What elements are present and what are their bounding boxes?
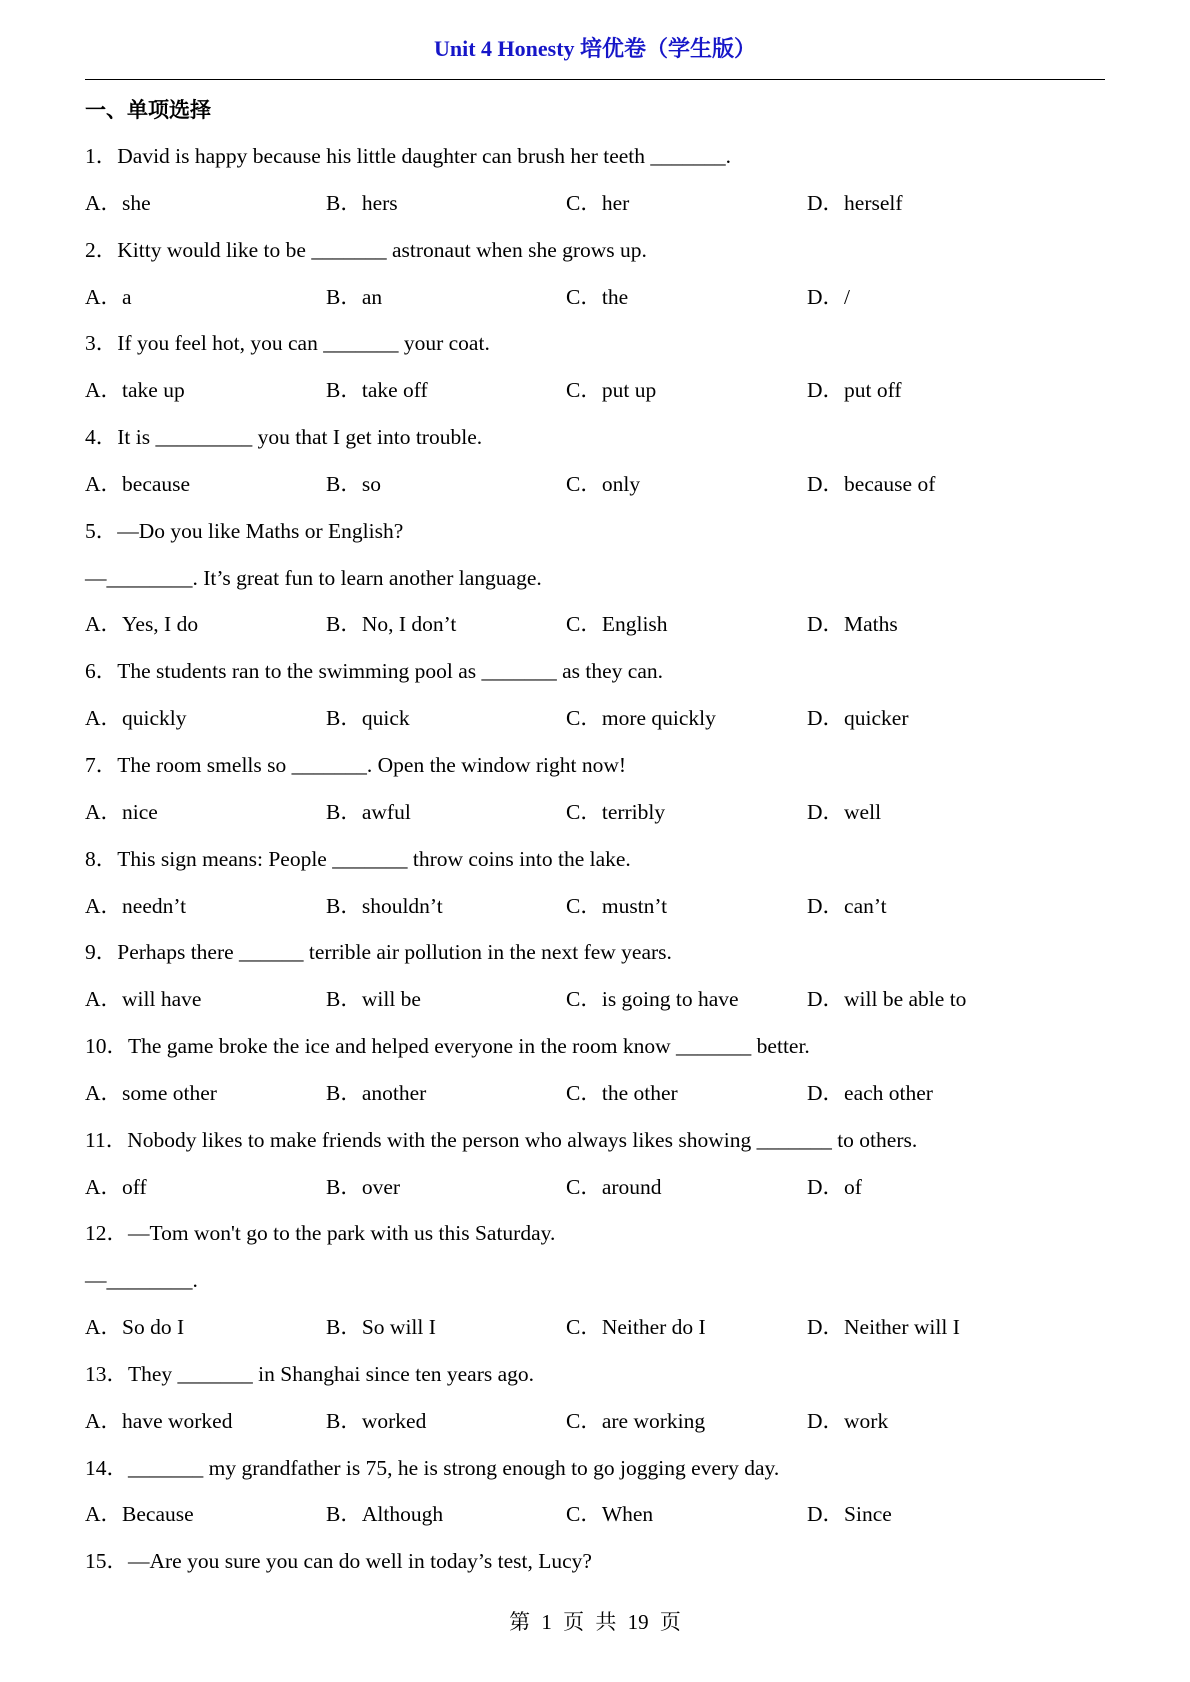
question-stem: 14．_______ my grandfather is 75, he is strong enough to go jogging every day. <box>85 1455 780 1480</box>
option-b: B．hers <box>326 190 398 215</box>
option-d: D．herself <box>807 190 903 215</box>
option-b: B．take off <box>326 378 428 403</box>
option-a: A．off <box>85 1174 147 1199</box>
question-stem: 4．It is _________ you that I get into trouble. <box>85 425 483 450</box>
option-b: B．so <box>326 471 381 496</box>
option-d: D．Neither will I <box>807 1315 960 1340</box>
option-d: D．put off <box>807 378 902 403</box>
question-stem: 13．They _______ in Shanghai since ten years ago. <box>85 1361 535 1386</box>
option-d: D．Since <box>807 1502 892 1527</box>
options-row <box>85 1164 1115 1211</box>
question-stem: 15．—Are you sure you can do well in today’s test, Lucy? <box>85 1549 592 1574</box>
option-b: B．will be <box>326 987 421 1012</box>
question-stem-continuation: —________. <box>85 1268 198 1293</box>
option-a: A．needn’t <box>85 893 187 918</box>
option-a: A．will have <box>85 987 202 1012</box>
option-c: C．around <box>566 1174 662 1199</box>
question-stem: 1．David is happy because his little daughter can brush her teeth _______. <box>85 144 732 168</box>
option-a: A．nice <box>85 799 158 824</box>
option-d: D．will be able to <box>807 987 967 1012</box>
question-stem: 3．If you feel hot, you can _______ your coat. <box>85 331 490 356</box>
option-c: C．the <box>566 284 629 309</box>
question-stem: 7．The room smells so _______. Open the window right now! <box>85 752 627 777</box>
option-a: A．So do I <box>85 1315 185 1340</box>
option-c: C．only <box>566 471 641 496</box>
option-c: C．the other <box>566 1080 678 1105</box>
option-c: C．is going to have <box>566 987 739 1012</box>
header-rule <box>85 79 1105 80</box>
document-title: Unit 4 Honesty 培优卷（学生版） <box>433 36 757 61</box>
options-row <box>85 1070 1115 1117</box>
question-stem: 5．—Do you like Maths or English? <box>85 518 404 543</box>
question-stem: 10．The game broke the ice and helped everyone in the room know _______ better. <box>85 1034 810 1059</box>
question-stem: 12．—Tom won't go to the park with us this Saturday. <box>85 1221 556 1246</box>
question-stem-continuation: —________. It’s great fun to learn another language. <box>85 565 542 590</box>
option-c: C．English <box>566 612 668 637</box>
options-row <box>85 367 1115 414</box>
question-stem: 11．Nobody likes to make friends with the person who always likes showing _______ to others. <box>85 1127 918 1152</box>
question-stem: 2．Kitty would like to be _______ astronaut when she grows up. <box>85 237 647 262</box>
option-c: C．put up <box>566 378 657 403</box>
option-c: C．more quickly <box>566 706 716 731</box>
option-a: A．a <box>85 284 132 309</box>
option-a: A．some other <box>85 1080 217 1105</box>
options-row <box>85 789 1115 836</box>
option-b: B．quick <box>326 706 410 731</box>
option-b: B．shouldn’t <box>326 893 443 918</box>
question-stem: 9．Perhaps there ______ terrible air pollution in the next few years. <box>85 940 672 965</box>
option-d: D．Maths <box>807 612 898 637</box>
options-row <box>85 274 1115 321</box>
option-a: A．she <box>85 190 151 215</box>
option-a: A．because <box>85 471 191 496</box>
option-c: C．terribly <box>566 799 666 824</box>
options-row <box>85 461 1115 508</box>
option-b: B．worked <box>326 1408 427 1433</box>
option-b: B．awful <box>326 799 411 824</box>
option-d: D．work <box>807 1408 889 1433</box>
question-stem: 8．This sign means: People _______ throw coins into the lake. <box>85 846 631 871</box>
option-b: B．an <box>326 284 383 309</box>
options-row <box>85 695 1115 742</box>
option-d: D．quicker <box>807 706 909 731</box>
option-d: D．/ <box>807 284 851 309</box>
option-d: D．of <box>807 1174 862 1199</box>
option-d: D．each other <box>807 1080 933 1105</box>
option-a: A．Because <box>85 1502 194 1527</box>
options-row <box>85 601 1115 648</box>
options-row <box>85 1304 1115 1351</box>
options-row <box>85 976 1115 1023</box>
option-a: A．have worked <box>85 1408 233 1433</box>
options-row <box>85 1398 1115 1445</box>
option-a: A．Yes, I do <box>85 612 199 637</box>
option-a: A．take up <box>85 378 185 403</box>
option-b: B．over <box>326 1174 401 1199</box>
options-row <box>85 883 1115 930</box>
question-stem: 6．The students ran to the swimming pool as _______ as they can. <box>85 659 664 684</box>
option-b: B．No, I don’t <box>326 612 457 637</box>
option-b: B．So will I <box>326 1315 436 1340</box>
option-c: C．When <box>566 1502 654 1527</box>
option-d: D．well <box>807 799 882 824</box>
option-d: D．because of <box>807 471 936 496</box>
option-a: A．quickly <box>85 706 187 731</box>
section-title: 一、单项选择 <box>85 98 211 122</box>
page-number: 第 1 页 共 19 页 <box>509 1610 681 1634</box>
options-row <box>85 180 1115 227</box>
question-list <box>85 133 1115 1585</box>
option-b: B．another <box>326 1080 427 1105</box>
option-c: C．Neither do I <box>566 1315 706 1340</box>
option-c: C．her <box>566 190 630 215</box>
option-b: B．Although <box>326 1502 444 1527</box>
option-d: D．can’t <box>807 893 887 918</box>
option-c: C．are working <box>566 1408 706 1433</box>
options-row <box>85 1491 1115 1538</box>
option-c: C．mustn’t <box>566 893 668 918</box>
